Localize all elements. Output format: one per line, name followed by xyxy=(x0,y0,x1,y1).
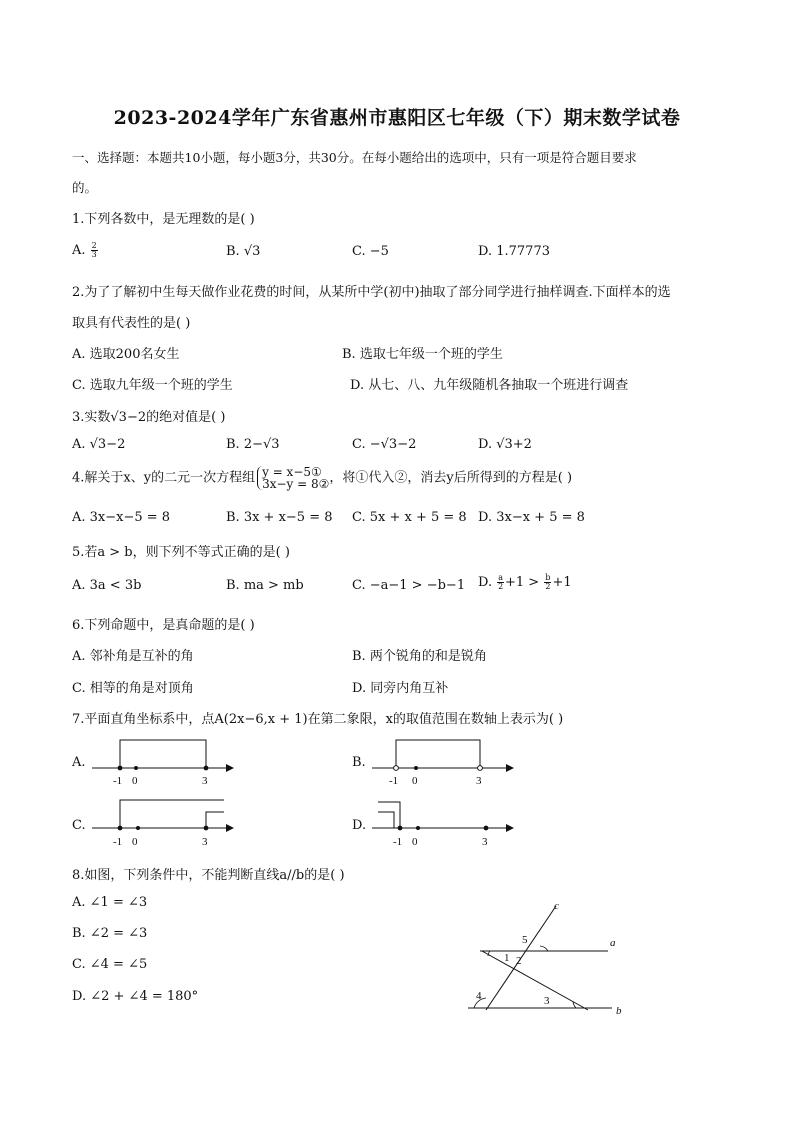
crossing-segment xyxy=(482,951,588,1010)
q1-option-d: D. 1.77773 xyxy=(478,244,550,259)
q3-option-b: B. 2−√3 xyxy=(226,437,280,452)
q8-option-d: D. ∠2 + ∠4 = 180° xyxy=(72,989,199,1004)
q5-option-a: A. 3a < 3b xyxy=(72,578,142,593)
q1-stem: 1.下列各数中，是无理数的是( ) xyxy=(72,212,255,227)
q6-stem: 6.下列命题中，是真命题的是( ) xyxy=(72,618,255,633)
q4-stem xyxy=(72,466,572,490)
q4-option-a: A. 3x−x−5 = 8 xyxy=(72,510,171,525)
label-a: a xyxy=(610,937,616,949)
q2-option-c: C. 选取九年级一个班的学生 xyxy=(72,378,233,393)
q7-d-tick-neg1: -1 xyxy=(393,836,403,848)
q8-option-c: C. ∠4 = ∠5 xyxy=(72,957,148,972)
q5-d-frac-b xyxy=(544,574,551,591)
angle-2: 2 xyxy=(516,955,522,967)
q5-option-b: B. ma > mb xyxy=(226,578,304,593)
section-instructions-line1: 一、选择题：本题共10小题，每小题3分，共30分。在每小题给出的选项中，只有一项是符合题目要求 xyxy=(72,150,637,165)
q5-d-frac-a-num: a xyxy=(498,573,504,582)
q7-option-c-label: C. xyxy=(72,818,86,833)
q7-number-line-c xyxy=(88,796,238,856)
q5-d-label: D. xyxy=(478,575,493,590)
q7-b-tick-3: 3 xyxy=(476,775,482,787)
q7-b-tick-0: 0 xyxy=(412,775,418,787)
q6-option-b: B. 两个锐角的和是锐角 xyxy=(352,649,487,664)
q7-c-tick-3: 3 xyxy=(202,836,208,848)
q3-option-d: D. √3+2 xyxy=(478,437,532,452)
q7-number-line-d xyxy=(368,796,518,856)
q4-stem-pre: 4.解关于x、y的二元一次方程组 xyxy=(72,470,256,486)
q4-equation-1: y = x−5① xyxy=(262,465,322,479)
q7-option-d-label: D. xyxy=(352,818,367,833)
q3-option-c: C. −√3−2 xyxy=(352,437,417,452)
q3-option-a: A. √3−2 xyxy=(72,437,126,452)
q8-option-b: B. ∠2 = ∠3 xyxy=(72,926,148,941)
q7-option-b-label: B. xyxy=(352,755,366,770)
label-b: b xyxy=(616,1005,622,1017)
q8-stem: 8.如图，下列条件中，不能判断直线a//b的是( ) xyxy=(72,868,345,883)
q7-c-tick-0: 0 xyxy=(132,836,138,848)
q4-stem-post: ，将①代入②，消去y后所得到的方程是( ) xyxy=(329,470,573,486)
q3-stem: 3.实数√3−2的绝对值是( ) xyxy=(72,410,226,425)
q5-d-frac-b-den: 2 xyxy=(545,582,551,591)
q5-d-end: +1 xyxy=(552,575,572,590)
q7-a-tick-3: 3 xyxy=(202,775,208,787)
q5-option-d xyxy=(478,574,572,591)
q8-option-a: A. ∠1 = ∠3 xyxy=(72,895,148,910)
q1-a-label: A. xyxy=(72,243,86,258)
q1-a-fraction xyxy=(91,242,98,259)
q4-option-c: C. 5x + x + 5 = 8 xyxy=(352,510,467,525)
q2-option-d: D. 从七、八、九年级随机各抽取一个班进行调查 xyxy=(350,378,629,393)
q7-d-tick-0: 0 xyxy=(412,836,418,848)
q1-a-den: 3 xyxy=(91,250,97,259)
q7-b-tick-neg1: -1 xyxy=(389,775,399,787)
angle-3: 3 xyxy=(544,995,550,1007)
angle-5: 5 xyxy=(522,934,528,946)
q7-number-line-a xyxy=(88,732,238,792)
q5-d-frac-a xyxy=(497,574,504,591)
q7-a-tick-neg1: -1 xyxy=(113,775,123,787)
angle-1: 1 xyxy=(504,952,510,964)
q7-c-tick-neg1: -1 xyxy=(113,836,123,848)
q2-option-a: A. 选取200名女生 xyxy=(72,347,180,362)
q5-option-c: C. −a−1 > −b−1 xyxy=(352,578,466,593)
label-c: c xyxy=(554,900,559,912)
q8-parallel-lines-figure xyxy=(460,896,640,1026)
q2-stem-line2: 取具有代表性的是( ) xyxy=(72,316,191,331)
q7-option-a-label: A. xyxy=(72,755,86,770)
q5-d-mid: +1 > xyxy=(505,575,540,590)
q4-equation-2: 3x−y = 8② xyxy=(262,477,330,491)
q7-d-tick-3: 3 xyxy=(482,836,488,848)
q4-option-b: B. 3x + x−5 = 8 xyxy=(226,510,333,525)
q6-option-d: D. 同旁内角互补 xyxy=(352,681,449,696)
page-title: 2023-2024学年广东省惠州市惠阳区七年级（下）期末数学试卷 xyxy=(113,107,681,129)
q1-option-c: C. −5 xyxy=(352,244,389,259)
q1-a-num: 2 xyxy=(91,241,97,250)
q7-stem: 7.平面直角坐标系中，点A(2x−6,x + 1)在第二象限，x的取值范围在数轴上表示为( ) xyxy=(72,712,564,727)
q2-option-b: B. 选取七年级一个班的学生 xyxy=(342,347,503,362)
q2-stem-line1: 2.为了了解初中生每天做作业花费的时间，从某所中学(初中)抽取了部分同学进行抽样调查.下面样本的选 xyxy=(72,285,671,300)
q7-a-tick-0: 0 xyxy=(132,775,138,787)
q1-option-b: B. √3 xyxy=(226,244,261,259)
q5-d-frac-b-num: b xyxy=(545,573,551,582)
q6-option-a: A. 邻补角是互补的角 xyxy=(72,649,194,664)
q6-option-c: C. 相等的角是对顶角 xyxy=(72,681,194,696)
angle-4: 4 xyxy=(476,990,482,1002)
q4-option-d: D. 3x−x + 5 = 8 xyxy=(478,510,585,525)
q5-stem: 5.若a > b，则下列不等式正确的是( ) xyxy=(72,545,290,560)
q5-d-frac-a-den: 2 xyxy=(498,582,504,591)
q4-equation-system xyxy=(257,466,329,490)
q7-number-line-b xyxy=(368,732,518,792)
q1-option-a xyxy=(72,242,99,259)
section-instructions-line2: 的。 xyxy=(72,180,98,195)
